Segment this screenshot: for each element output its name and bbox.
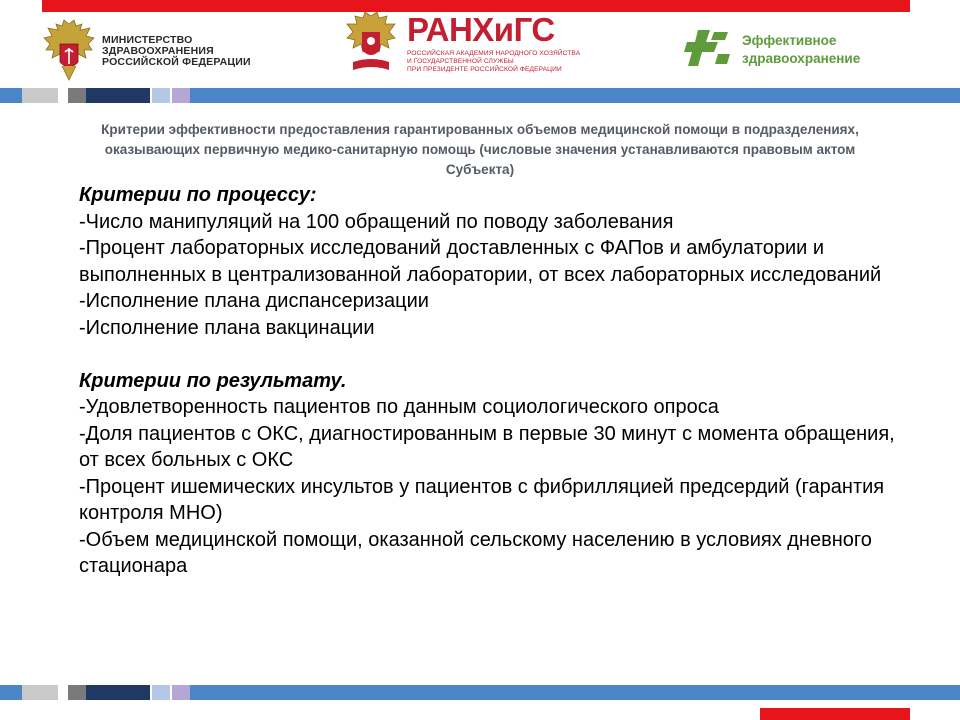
double-headed-eagle-emblem-icon [40, 18, 98, 82]
ranepa-subtitle [407, 50, 580, 73]
result-item: -Объем медицинской помощи, оказанной сельскому населению в условиях дневного стационара [79, 528, 872, 577]
ranepa-sub-line-2: И ГОСУДАРСТВЕННОЙ СЛУЖБЫ [407, 57, 514, 65]
criteria-content [79, 182, 899, 580]
result-criteria-heading: Критерии по результату. [79, 369, 347, 392]
minzdrav-logo [40, 18, 280, 82]
ranepa-logo [345, 11, 581, 78]
process-item: -Число манипуляций на 100 обращений по поводу заболевания [79, 210, 674, 233]
ranepa-sub-line-3: ПРИ ПРЕЗИДЕНТЕ РОССИЙСКОЙ ФЕДЕРАЦИИ [407, 65, 562, 73]
process-item: -Процент лабораторных исследований доставленных с ФАПов и амбулатории и выполненных в централизованной лаборатории, от всех лабораторных исследований [79, 237, 882, 286]
minzdrav-line-3: РОССИЙСКОЙ ФЕДЕРАЦИИ [102, 56, 251, 68]
result-item: -Удовлетворенность пациентов по данным социологического опроса [79, 396, 719, 418]
result-item: -Доля пациентов с ОКС, диагностированным в первые 30 минут с момента обращения, от всех больных с ОКС [79, 422, 895, 471]
bottom-accent-bar [760, 708, 910, 720]
green-cross-icon [684, 30, 732, 66]
slide-title: Критерии эффективности предоставления гарантированных объемов медицинской помощи в подразделениях, оказывающих первичную медико-санитарную помощь (числовые значения устанавливаются правовым актом Субъекта) [101, 122, 859, 177]
bottom-stripe-bar [0, 685, 960, 700]
effective-healthcare-logo [684, 30, 904, 70]
effective-line-2: здравоохранение [742, 51, 861, 66]
ranepa-name: РАНХиГС [407, 11, 555, 48]
ranepa-crest-icon [345, 12, 397, 76]
ranepa-sub-line-1: РОССИЙСКАЯ АКАДЕМИЯ НАРОДНОГО ХОЗЯЙСТВА [407, 50, 581, 57]
effective-logo-text [742, 32, 860, 68]
process-item: -Исполнение плана диспансеризации [79, 290, 429, 312]
section-spacer [79, 341, 899, 368]
process-item: -Исполнение плана вакцинации [79, 316, 375, 339]
top-stripe-bar [0, 88, 960, 103]
minzdrav-line-2: ЗДРАВООХРАНЕНИЯ [102, 45, 214, 57]
process-criteria-heading: Критерии по процессу: [79, 184, 317, 206]
effective-line-1: Эффективное [742, 33, 837, 48]
result-item: -Процент ишемических инсультов у пациентов с фибрилляцией предсердий (гарантия контроля МНО) [79, 475, 885, 524]
minzdrav-logo-text [102, 35, 251, 68]
minzdrav-line-1: МИНИСТЕРСТВО [102, 34, 193, 46]
